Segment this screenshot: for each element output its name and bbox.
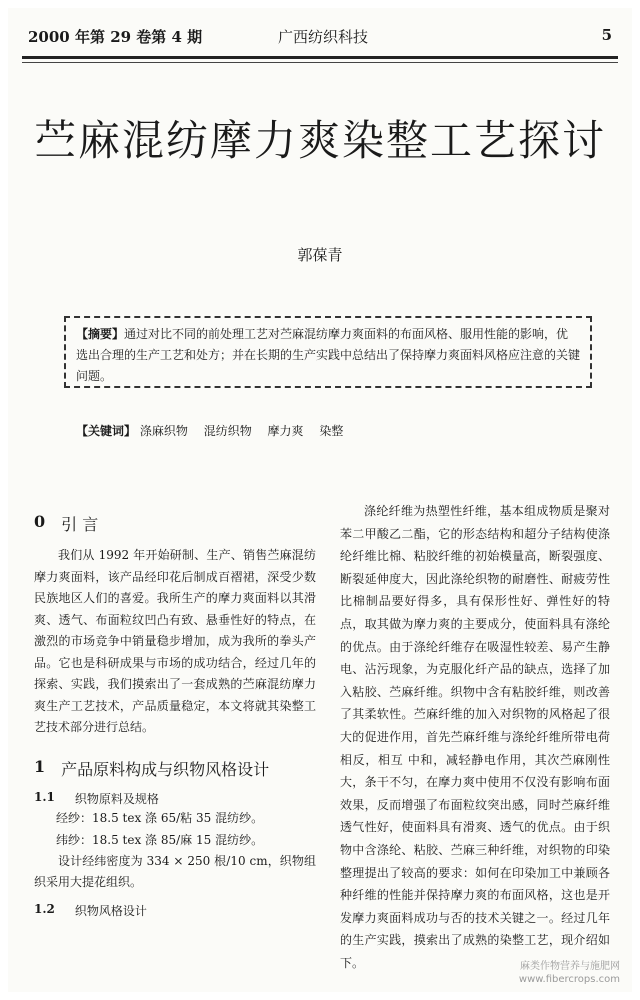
watermark [519, 960, 620, 986]
issue-info: 2000 年第 29 卷第 4 期 [28, 28, 203, 46]
keyword: 涤麻织物 [139, 424, 188, 438]
subsection-heading [34, 902, 316, 919]
subsection-title: 织物原料及规格 [74, 791, 159, 806]
section-number: 1 [34, 756, 46, 776]
page-number: 5 [601, 26, 612, 44]
weft-spec: 纬纱：18.5 tex 涤 85/麻 15 混纺纱。 [56, 832, 264, 847]
section-heading-materials [34, 757, 316, 780]
right-column [340, 500, 610, 974]
abstract-tag: 【摘要】 [76, 327, 125, 341]
section-title: 产品原料构成与织物风格设计 [61, 759, 270, 779]
journal-name: 广西纺织科技 [278, 28, 369, 46]
section-number: 0 [34, 512, 46, 531]
header-rule-thin [22, 62, 618, 63]
subsection-heading [34, 790, 316, 807]
subsection-title: 织物风格设计 [74, 903, 147, 918]
header-rule-thick [22, 56, 618, 59]
paper-title: 苎麻混纺摩力爽染整工艺探讨 [33, 116, 606, 165]
abstract-box [64, 316, 592, 388]
warp-spec: 经纱：18.5 tex 涤 65/粘 35 混纺纱。 [56, 810, 264, 825]
subsection-number: 1.1 [34, 789, 55, 804]
watermark-url: www.fibercrops.com [518, 974, 620, 985]
paper-page [8, 8, 632, 992]
density-paragraph: 设计经纬密度为 334 × 250 根/10 cm，织物组织采用大提花组织。 [34, 853, 316, 889]
section-heading-intro [34, 512, 316, 535]
running-header [28, 26, 612, 52]
intro-paragraph: 我们从 1992 年开始研制、生产、销售苎麻混纺摩力爽面料，该产品经印花后制成百褶裙，深受少数民族地区人们的喜爱。我所生产的摩力爽面料以其滑爽、透气、布面粒纹凹凸有致、悬垂性好的特点，在激烈的市场竞争中销量稳步增加，成为我所的拳头产品。它也是科研成果与市场的成功结合，经过几年的探索、实践，我们摸索出了一套成熟的苎麻混纺摩力爽生产工艺技术，产品质量稳定，本文将就其染整工艺技术部分进行总结。 [34, 548, 316, 734]
author-name: 郭葆青 [297, 246, 343, 264]
abstract-text: 通过对比不同的前处理工艺对苎麻混纺摩力爽面料的布面风格、服用性能的影响，优选出合理的生产工艺和处方；并在长期的生产实践中总结出了保持摩力爽面料风格应注意的关键问题。 [76, 327, 581, 383]
fiber-paragraph: 涤纶纤维为热塑性纤维，基本组成物质是聚对苯二甲酸乙二酯，它的形态结构和超分子结构使涤纶纤维比棉、粘胶纤维的初始模量高，断裂强度、断裂延伸度大，因此涤纶织物的耐磨性、耐疲劳性比棉制品要好得多，具有保形性好、弹性好的特点，取其做为摩力爽的主要成分，使面料具有涤纶的优点。由于涤纶纤维存在吸湿性较差、易产生静电、沾污现象，为克服化纤产品的缺点，选择了加入粘胶、苎麻纤维。织物中含有粘胶纤维，则改善了其柔软性。苎麻纤维的加入对织物的风格起了很大的促进作用，首先苎麻纤维与涤纶纤维所带电荷相反，相互 中和，减轻静电作用，其次苎麻刚性大，条干不匀，在摩力爽中使用不仅没有影响布面效果，反而增强了布面粒纹突出感，同时苎麻纤维透气性好，使面料具有滑爽、透气的优点。由于织物中含涤纶、粘胶、苎麻三种纤维，对织物的印染整理提出了较高的要求：如何在印染加工中兼顾各种纤维的性能并保持摩力爽的布面风格，这也是开发摩力爽面料成功与否的技术关键之一。经过几年的生产实践，摸索出了成熟的染整工艺，现介绍如下。 [340, 504, 610, 970]
subsection-number: 1.2 [34, 901, 55, 916]
left-column [34, 512, 316, 919]
section-title: 引 言 [61, 515, 99, 534]
keywords-line [76, 422, 355, 439]
keywords-tag: 【关键词】 [76, 424, 137, 438]
keyword: 摩力爽 [267, 424, 304, 438]
watermark-site-name: 麻类作物营养与施肥网 [520, 961, 620, 972]
keyword: 染整 [319, 424, 344, 438]
keyword: 混纺织物 [203, 424, 252, 438]
